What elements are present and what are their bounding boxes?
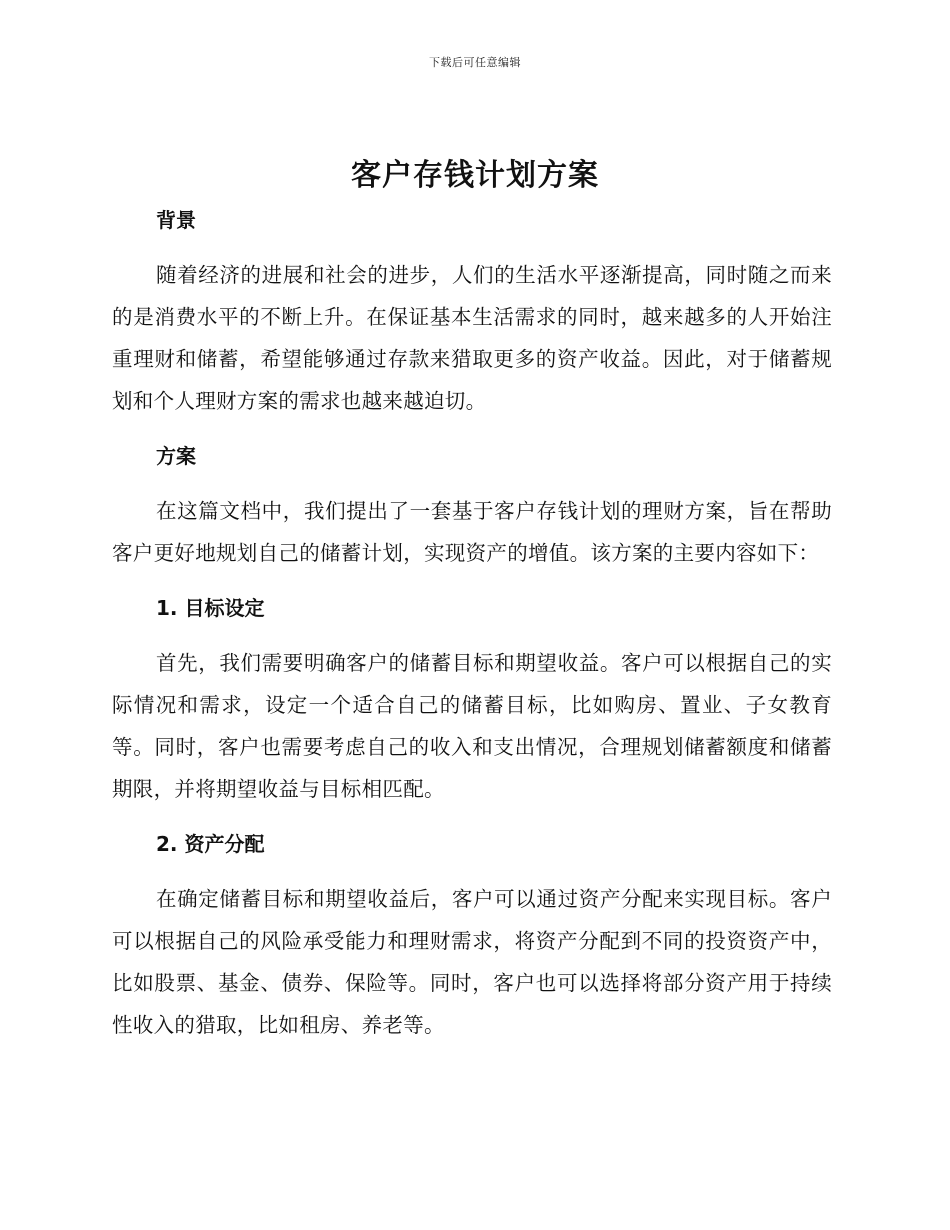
section-heading-background: 背景 [156,208,196,232]
document-body [112,200,832,1046]
section-paragraph-background: 随着经济的进展和社会的进步，人们的生活水平逐渐提高，同时随之而来的是消费水平的不断上升。在保证基本生活需求的同时，越来越多的人开始注重理财和储蓄，希望能够通过存款来猎取更多的资产收益。因此，对于储蓄规划和个人理财方案的需求也越来越迫切。 [112,263,832,413]
header-note: 下载后可任意编辑 [429,56,521,69]
section-paragraph-plan: 在这篇文档中，我们提出了一套基于客户存钱计划的理财方案，旨在帮助客户更好地规划自己的储蓄计划，实现资产的增值。该方案的主要内容如下： [112,499,832,565]
document-title: 客户存钱计划方案 [351,158,599,193]
section-paragraph-asset-allocation: 在确定储蓄目标和期望收益后，客户可以通过资产分配来实现目标。客户可以根据自己的风险承受能力和理财需求，将资产分配到不同的投资资产中，比如股票、基金、债券、保险等。同时，客户也可以选择将部分资产用于持续性收入的猎取，比如租房、养老等。 [112,887,832,1037]
section-heading-asset-allocation: 2. 资产分配 [156,832,265,856]
section-heading-plan: 方案 [156,444,196,468]
section-paragraph-goal-setting: 首先，我们需要明确客户的储蓄目标和期望收益。客户可以根据自己的实际情况和需求，设定一个适合自己的储蓄目标，比如购房、置业、子女教育等。同时，客户也需要考虑自己的收入和支出情况，合理规划储蓄额度和储蓄期限，并将期望收益与目标相匹配。 [112,651,832,801]
section-heading-goal-setting: 1. 目标设定 [156,596,265,620]
